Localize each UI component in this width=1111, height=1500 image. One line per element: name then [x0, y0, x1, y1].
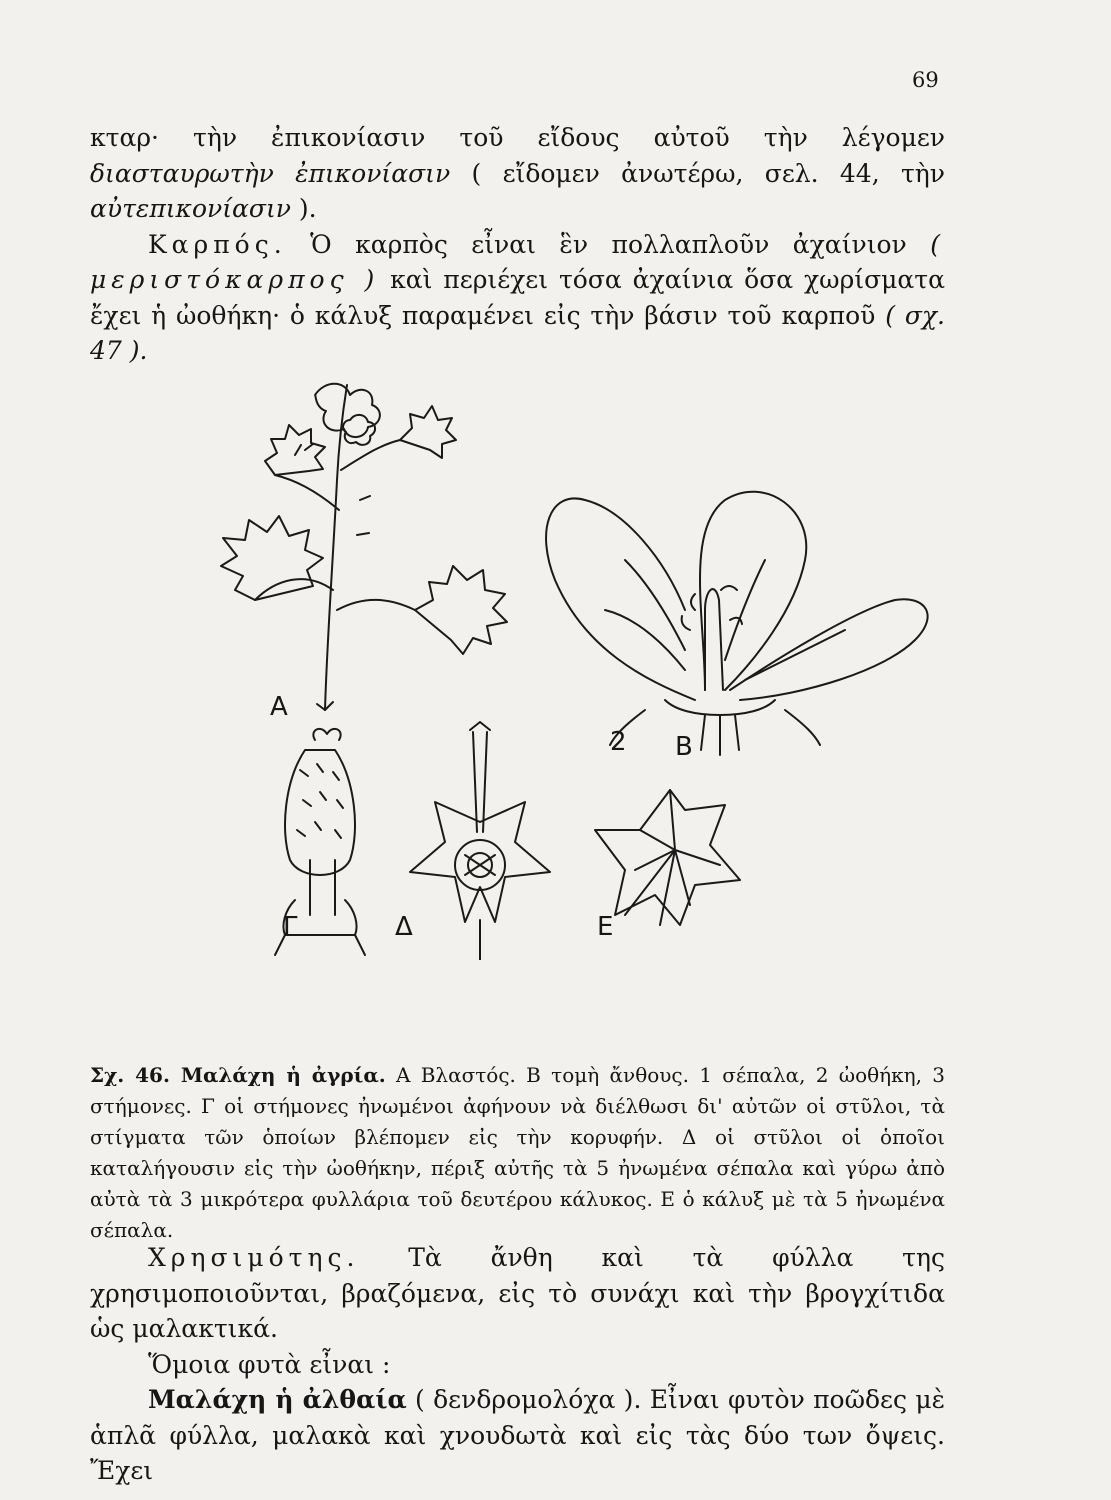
term-self-pollination: αὐτεπικονίασιν — [90, 194, 291, 223]
drawing-b-flower-section — [546, 492, 928, 755]
text-span: Ὁ καρπὸς εἶναι ἓν πολλαπλοῦν ἀχαίνιον — [286, 229, 931, 259]
label-b: B — [675, 732, 693, 762]
label-g: Γ — [283, 912, 298, 942]
paragraph-usefulness — [90, 1240, 945, 1347]
term-schizocarp: ( μεριστόκαρπος ) — [90, 229, 945, 294]
text-span: ( εἴδομεν ἀνωτέρω, σελ. 44, τὴν — [450, 158, 945, 188]
text-span: Τὰ ἄνθη καὶ τὰ φύλλα της χρησιμοποιοῦνται, βραζόμενα, εἰς τὸ συνάχι καὶ τὴν βρογχίτιδα ὡς μαλακτικά. — [90, 1243, 945, 1343]
section-heading-usefulness: Χρησιμότης. — [148, 1243, 360, 1272]
drawing-d-styles-calyx — [410, 722, 550, 960]
label-e: E — [597, 912, 614, 942]
caption-text: Α Βλαστός. Β τομὴ ἄνθους. 1 σέπαλα, 2 ὠοθήκη, 3 στήμονες. Γ οἱ στήμονες ἠνωμένοι ἀφήνουν νὰ διέλθωσι δι' αὐτῶν οἱ στῦλοι, τὰ στίγματα τῶν ὁποίων βλέπομεν εἰς τὴν κορυφήν. Δ οἱ στῦλοι οἱ ὁποῖοι καταλήγουσιν εἰς τὴν ὠοθήκην, πέριξ αὐτῆς τὰ 5 ἠνωμένα σέπαλα καὶ γύρω ἀπὸ αὐτὰ τὰ 3 μικρότερα φυλλάρια τοῦ δευτέρου κάλυκος. Ε ὁ κάλυξ μὲ τὰ 5 ἠνωμένα σέπαλα. — [90, 1063, 945, 1242]
figure-46-illustration — [165, 360, 965, 960]
text-block-bottom — [90, 1240, 945, 1489]
figure-reference: ( σχ. 47 ). — [90, 300, 945, 365]
term-cross-pollination: διασταυρωτὴν ἐπικονίασιν — [90, 158, 451, 188]
label-2: 2 — [610, 727, 627, 757]
paragraph-marshmallow — [90, 1382, 945, 1489]
paragraph-pollination — [90, 120, 945, 227]
text-span: ( δενδρομολόχα ). Εἶναι φυτὸν ποῶδες μὲ ἁπλᾶ φύλλα, μαλακὰ καὶ χνουδωτὰ καὶ εἰς τὰς δύο των ὄψεις. Ἔχει — [90, 1385, 945, 1485]
text-block-top — [90, 120, 945, 369]
text-span: ). — [290, 194, 317, 223]
drawing-e-calyx — [595, 790, 740, 925]
text-span: Ὅμοια φυτὰ εἶναι : — [148, 1349, 391, 1379]
figure-caption — [90, 1060, 945, 1246]
text-span: καὶ περιέχει τόσα ἀχαίνια ὅσα χωρίσματα ἔχει ἡ ὠοθήκη· ὁ κάλυξ παραμένει εἰς τὴν βάσιν τοῦ καρποῦ — [90, 265, 945, 330]
drawing-a-stem — [221, 384, 507, 710]
label-a: A — [270, 692, 288, 722]
label-d: Δ — [395, 912, 413, 942]
species-name: Μαλάχη ἡ ἀλθαία — [148, 1385, 407, 1414]
paragraph-similar-plants — [90, 1347, 945, 1383]
botanical-drawing — [165, 360, 965, 960]
section-heading-fruit: Καρπός. — [148, 229, 287, 259]
caption-title: Σχ. 46. Μαλάχη ἡ ἀγρία. — [90, 1063, 386, 1087]
text-span: κταρ· τὴν ἐπικονίασιν τοῦ εἴδους αὐτοῦ τὴν λέγομεν — [90, 123, 945, 152]
page-number: 69 — [912, 68, 939, 92]
paragraph-fruit — [90, 227, 945, 369]
